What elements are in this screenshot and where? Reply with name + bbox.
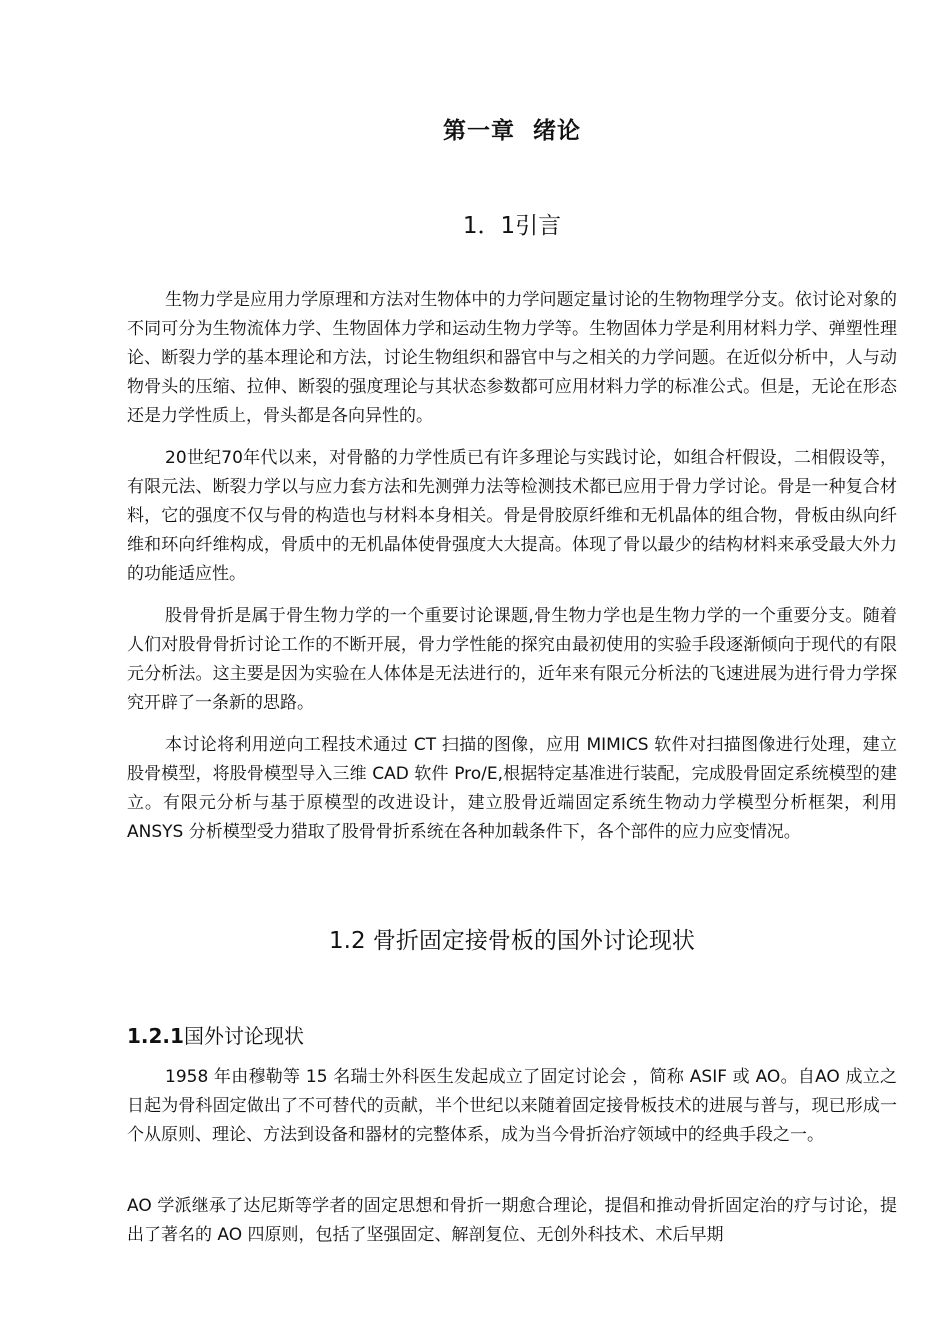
chapter-title: 第一章 绪论 xyxy=(442,118,581,144)
subsection-title-1-2-1 xyxy=(127,1020,304,1049)
section-title-1-2: 1.2 骨折固定接骨板的国外讨论现状 xyxy=(329,928,695,954)
subsection-label: 国外讨论现状 xyxy=(183,1024,304,1048)
paragraph-bone-mechanics-history: 20世纪70年代以来，对骨骼的力学性质已有许多理论与实践讨论，如组合杆假设，二相假设等，有限元法、断裂力学以与应力套方法和先测弹力法等检测技术都已应用于骨力学讨论。骨是一种复合材料，它的强度不仅与骨的构造也与材料本身相关。骨是骨胶原纤维和无机晶体的组合物，骨板由纵向纤维和环向纤维构成，骨质中的无机晶体使骨强度大大提高。体现了骨以最少的结构材料来承受最大外力的功能适应性。 xyxy=(127,448,897,584)
section-title-1-1: 1．1引言 xyxy=(462,213,562,239)
paragraph-research-method: 本讨论将利用逆向工程技术通过 CT 扫描的图像，应用 MIMICS 软件对扫描图像进行处理，建立股骨模型，将股骨模型导入三维 CAD 软件 Pro/E,根据特定基准进行装配，完成股骨固定系统模型的建立。有限元分析与基于原模型的改进设计，建立股骨近端固定系统生物动力学模型分析框架，利用 ANSYS 分析模型受力猎取了股骨骨折系统在各种加载条件下，各个部件的应力应变情况。 xyxy=(127,735,897,842)
paragraph-femur-fracture: 股骨骨折是属于骨生物力学的一个重要讨论课题,骨生物力学也是生物力学的一个重要分支。随着人们对股骨骨折讨论工作的不断开展，骨力学性能的探究由最初使用的实验手段逐渐倾向于现代的有限元分析法。这主要是因为实验在人体体是无法进行的，近年来有限元分析法的飞速进展为进行骨力学探究开辟了一条新的思路。 xyxy=(127,606,897,713)
paragraph-ao-principles: AO 学派继承了达尼斯等学者的固定思想和骨折一期愈合理论，提倡和推动骨折固定治的疗与讨论，提出了著名的 AO 四原则，包括了坚强固定、解剖复位、无创外科技术、术后早期 xyxy=(127,1196,897,1245)
subsection-number: 1.2.1 xyxy=(127,1024,184,1048)
paragraph-biomechanics-intro: 生物力学是应用力学原理和方法对生物体中的力学问题定量讨论的生物物理学分支。依讨论对象的不同可分为生物流体力学、生物固体力学和运动生物力学等。生物固体力学是利用材料力学、弹塑性理论、断裂力学的基本理论和方法，讨论生物组织和器官中与之相关的力学问题。在近似分析中，人与动物骨头的压缩、拉伸、断裂的强度理论与其状态参数都可应用材料力学的标准公式。但是，无论在形态还是力学性质上，骨头都是各向异性的。 xyxy=(127,290,897,426)
paragraph-asif-history: 1958 年由穆勒等 15 名瑞士外科医生发起成立了固定讨论会 ，简称 ASIF 或 AO。自AO 成立之日起为骨科固定做出了不可替代的贡献，半个世纪以来随着固定接骨板技术的进展与普与，现已形成一个从原则、理论、方法到设备和器材的完整体系，成为当今骨折治疗领域中的经典手段之一。 xyxy=(127,1067,897,1145)
